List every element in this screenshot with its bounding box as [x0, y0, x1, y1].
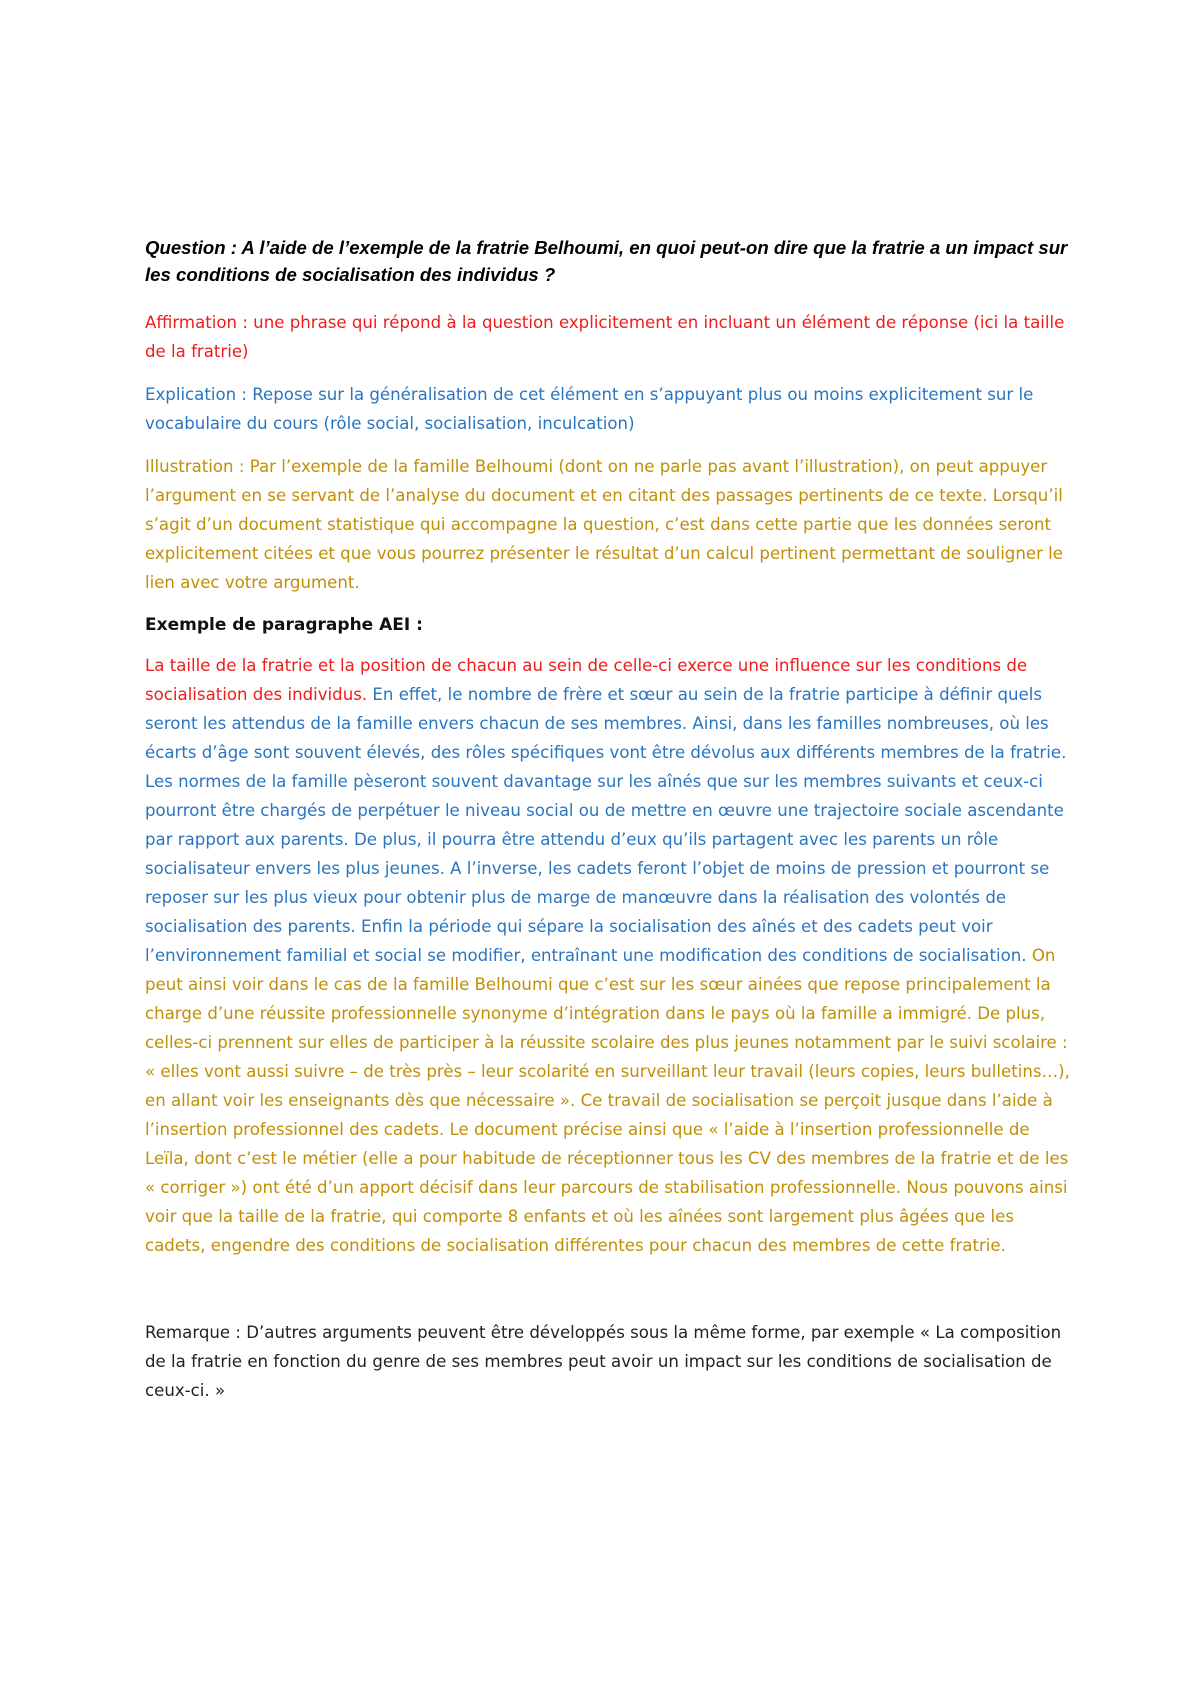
illustration-definition: Illustration : Par l’exemple de la famille Belhoumi (dont on ne parle pas avant l’illustration), on peut appuyer l’argument en se servant de l’analyse du document et en citant des passages pertinents de ce texte. Lorsqu’il s’agit d’un document statistique qui accompagne la question, c’est dans cette partie que les données seront explicitement citées et que vous pourrez présenter le résultat d’un calcul pertinent permettant de souligner le lien avec votre argument.	[145, 457, 1063, 592]
example-explication: En effet, le nombre de frère et sœur au sein de la fratrie participe à définir quels seront les attendus de la famille envers chacun de ses membres. Ainsi, dans les familles nombreuses, où les écarts d’âge sont souvent élevés, des rôles spécifiques vont être dévolus aux différents membres de la fratrie. Les normes de la famille pèseront souvent davantage sur les aînés que sur les membres suivants et ceux-ci pourront être chargés de perpétuer le niveau social ou de mettre en œuvre une trajectoire sociale ascendante par rapport aux parents. De plus, il pourra être attendu d’eux qu’ils partagent avec les parents un rôle socialisateur envers les plus jeunes. A l’inverse, les cadets feront l’objet de moins de pression et pourront se reposer sur les plus vieux pour obtenir plus de marge de manœuvre dans la réalisation des volontés de socialisation des parents. Enfin la période qui sépare la socialisation des aînés et des cadets peut voir l’environnement familial et social se modifier, entraînant une modification des conditions de socialisation.	[145, 685, 1067, 965]
explication-definition: Explication : Repose sur la généralisation de cet élément en s’appuyant plus ou moins explicitement sur le vocabulaire du cours (rôle social, socialisation, inculcation)	[145, 385, 1034, 433]
document-page	[145, 234, 1070, 1419]
remark-text: Remarque : D’autres arguments peuvent être développés sous la même forme, par exemple « La composition de la fratrie en fonction du genre de ses membres peut avoir un impact sur les conditions de socialisation de ceux-ci. »	[145, 1323, 1062, 1400]
example-paragraph	[145, 651, 1070, 1260]
question-text: Question : A l’aide de l’exemple de la fratrie Belhoumi, en quoi peut-on dire que la fratrie a un impact sur les conditions de socialisation des individus ?	[145, 237, 1068, 285]
example-illustration: On peut ainsi voir dans le cas de la famille Belhoumi que c’est sur les sœur ainées que repose principalement la charge d’une réussite professionnelle synonyme d’intégration dans le pays où la famille a immigré. De plus, celles-ci prennent sur elles de participer à la réussite scolaire des plus jeunes notamment par le suivi scolaire : « elles vont aussi suivre – de très près – leur scolarité en surveillant leur travail (leurs copies, leurs bulletins…), en allant voir les enseignants dès que nécessaire ». Ce travail de socialisation se perçoit jusque dans l’aide à l’insertion professionnel des cadets. Le document précise ainsi que « l’aide à l’insertion professionnelle de Leïla, dont c’est le métier (elle a pour habitude de réceptionner tous les CV des membres de la fratrie et de les « corriger ») ont été d’un apport décisif dans leur parcours de stabilisation professionnelle. Nous pouvons ainsi voir que la taille de la fratrie, qui comporte 8 enfants et où les aînées sont largement plus âgées que les cadets, engendre des conditions de socialisation différentes pour chacun des membres de cette fratrie.	[145, 946, 1070, 1255]
example-heading: Exemple de paragraphe AEI :	[145, 615, 423, 635]
example-affirmation: La taille de la fratrie et la position de chacun au sein de celle-ci exerce une influence sur les conditions de socialisation des individus.	[145, 656, 1028, 704]
affirmation-definition: Affirmation : une phrase qui répond à la question explicitement en incluant un élément de réponse (ici la taille de la fratrie)	[145, 313, 1065, 361]
